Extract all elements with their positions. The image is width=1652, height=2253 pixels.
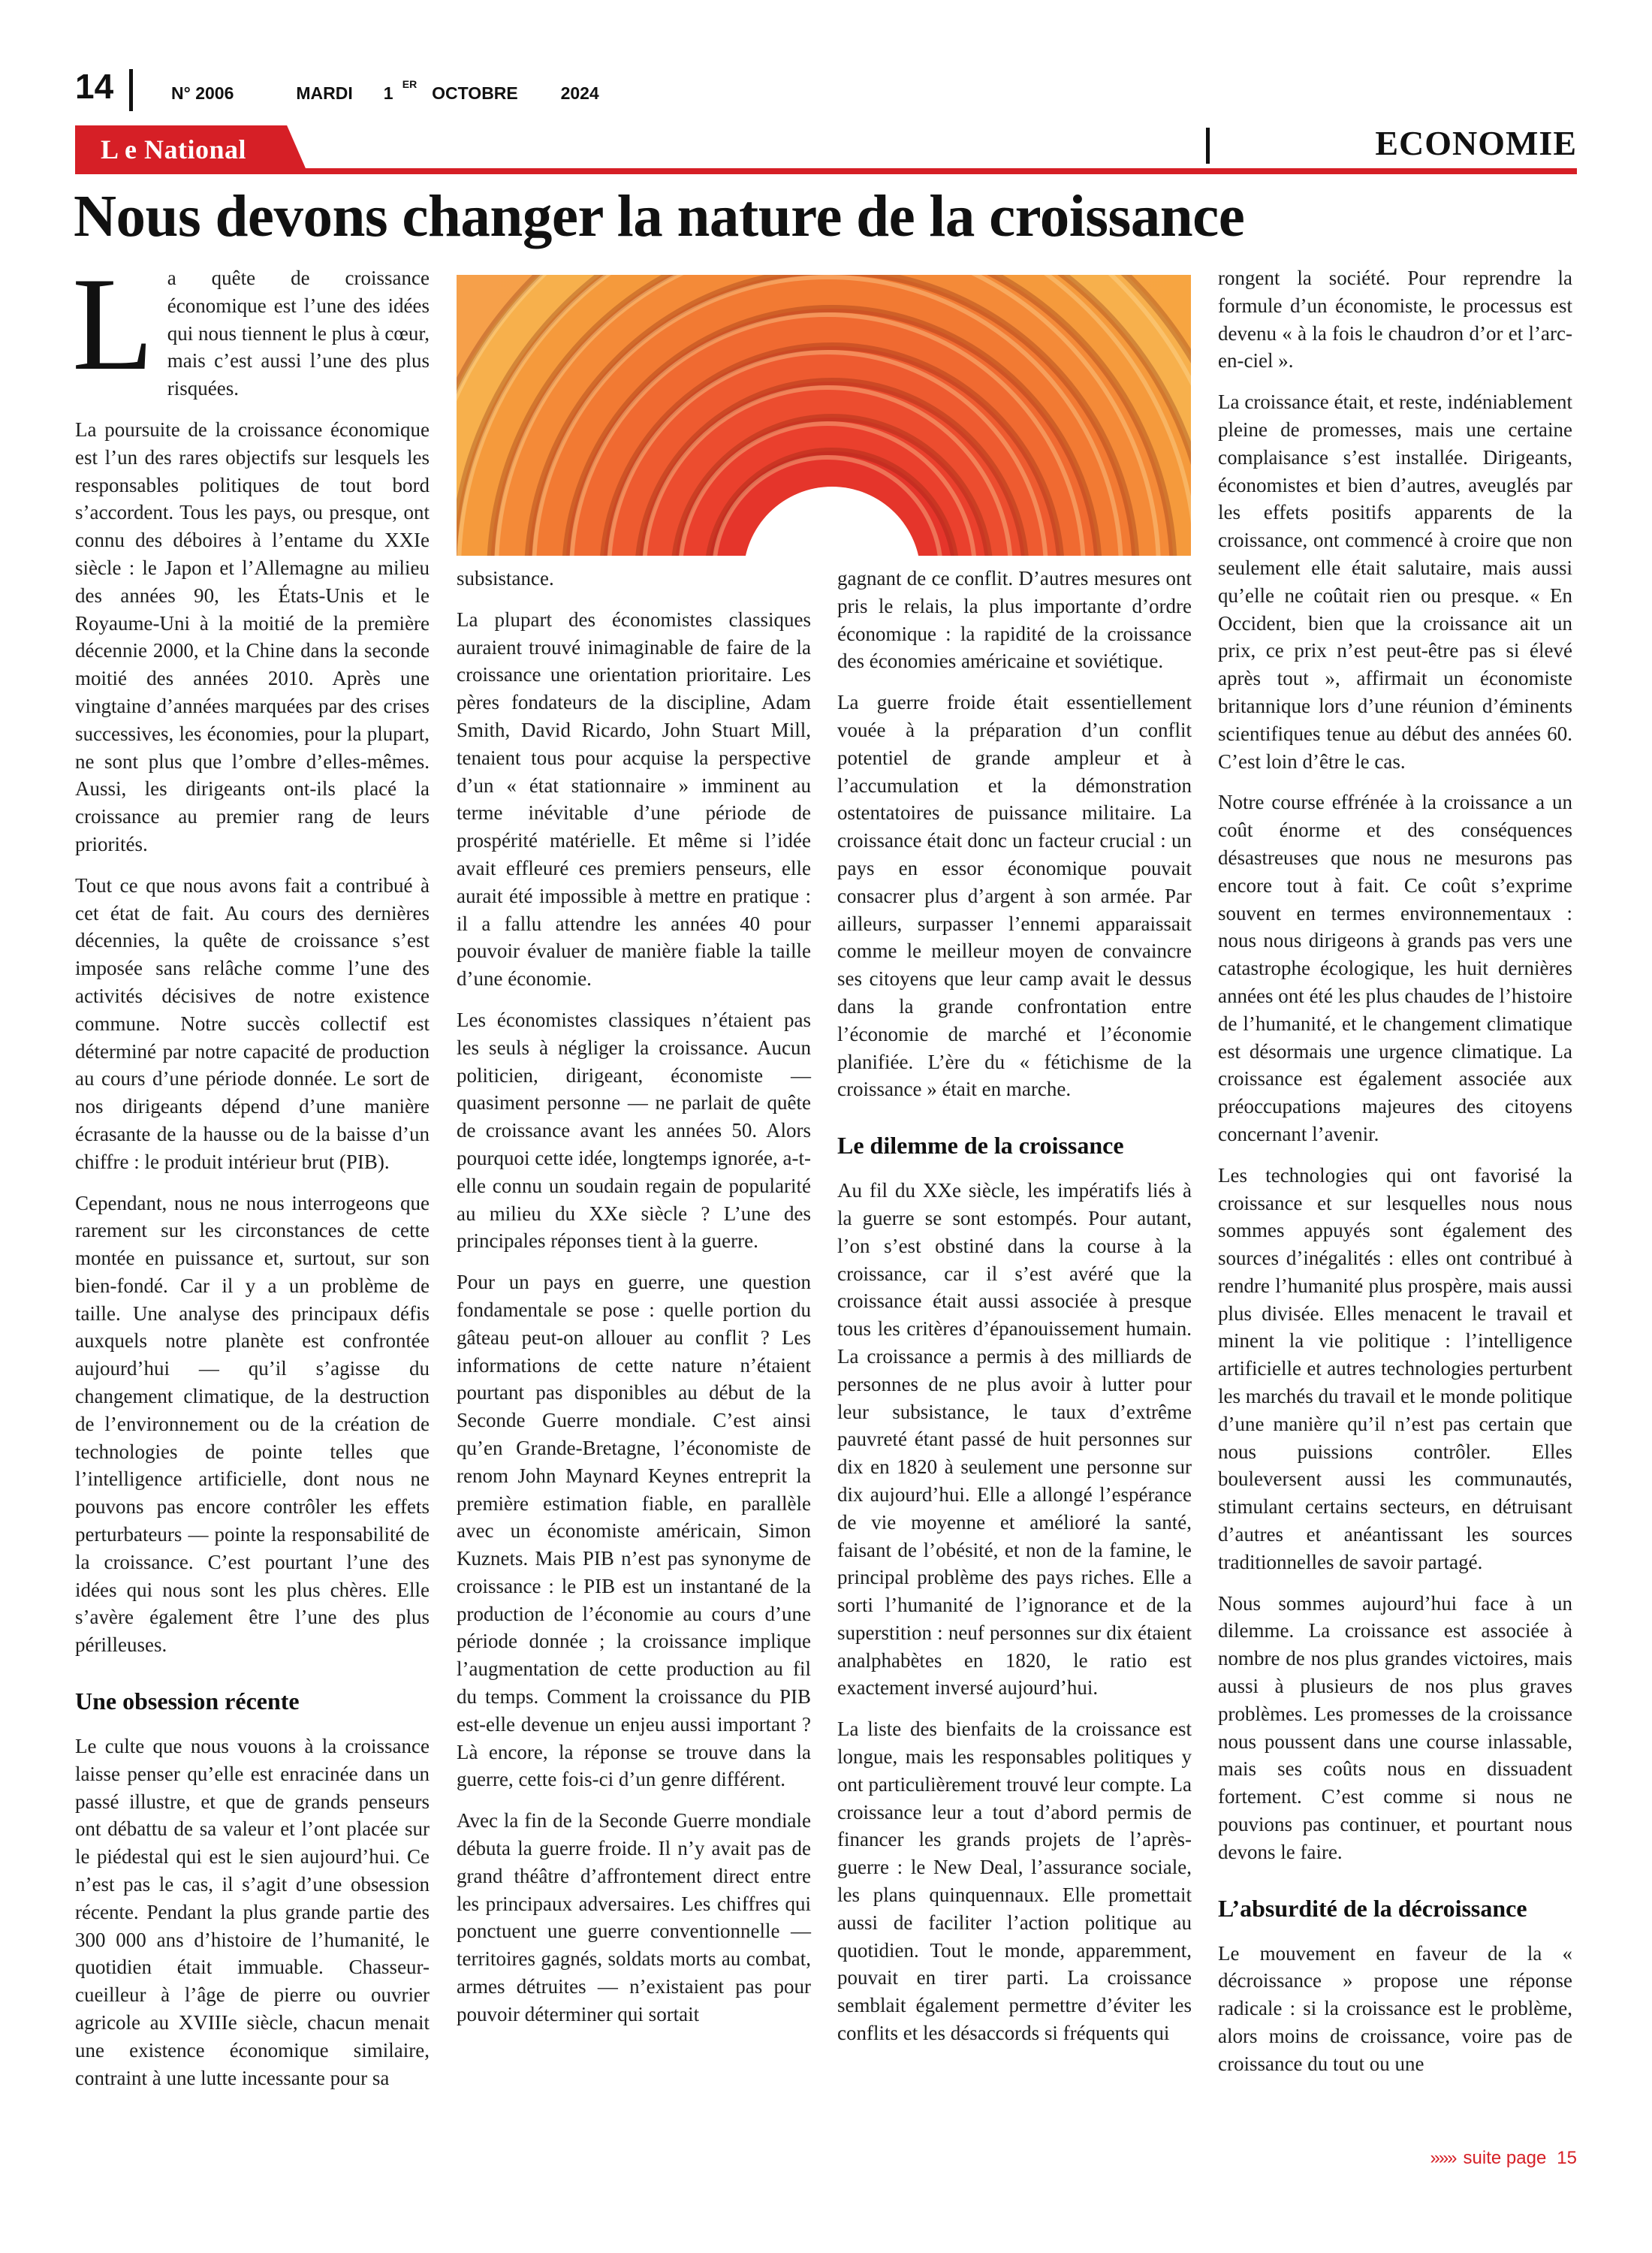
article-column-4 (1218, 264, 1572, 2157)
article-column-1 (72, 249, 430, 2157)
paragraph: Au fil du XXe siècle, les impératifs liés à la guerre se sont estompés. Pour autant, l’on s’est obstiné dans la course à la croissance, car il s’est avéré que la croissance était aussi associée à presque tous les critères d’épanouissement humain. La croissance a permis à des milliards de personnes de ne plus avoir à lutter pour leur subsistance, le taux d’extrême pauvreté étant passé de huit personnes sur dix en 1820 à seulement une personne sur dix aujourd’hui. Elle a allongé l’espérance de vie moyenne et amélioré la santé, faisant de l’obésité, et non de la famine, le principal problème des pays riches. Elle a sorti l’humanité de l’ignorance et de la superstition : neuf personnes sur dix étaient analphabètes en 1820, le ratio est exactement inversé aujourd’hui. (837, 1179, 1192, 1700)
paragraph: La liste des bienfaits de la croissance est longue, mais les responsables politiques y ont particulièrement trouvé leur compte. La croissance leur a tout d’abord permis de financer les grands projets de l’après-guerre : le New Deal, l’assurance sociale, les plans quinquennaux. Elle promettait aussi de faciliter l’action politique au quotidien. Tout le monde, apparemment, pouvait en tirer parti. La croissance semblait également permettre d’éviter les conflits et les désaccords si fréquents qui (837, 1718, 1192, 2045)
article-headline: Nous devons changer la nature de la croissance (74, 184, 1245, 249)
continued-page-number: 15 (1557, 2148, 1577, 2168)
continued-on-page[interactable] (1430, 2148, 1577, 2169)
paragraph: Tout ce que nous avons fait a contribué à cet état de fait. Au cours des dernières décennies, la quête de croissance s’est imposée sans relâche comme l’une des activités décisives de notre existence commune. Notre succès collectif est déterminé par notre capacité de production au cours d’une période donnée. Le sort de nos dirigeants dépend d’une manière écrasante de la hausse ou de la baisse d’un chiffre : le produit intérieur brut (PIB). (75, 873, 430, 1173)
paragraph: Cependant, nous ne nous interrogeons que rarement sur les circonstances de cette montée en puissance et, surtout, sur son bien-fondé. Car il y a un problème de taille. Une analyse des principaux défis auxquels notre planète est confrontée aujourd’hui — qu’il s’agisse du changement climatique, de la destruction de l’environnement ou de la création de technologies de pointe telles que l’intelligence artificielle, dont nous ne pouvons pas encore contrôler les effets perturbateurs — pointe la responsabilité de la croissance. C’est pourtant l’une des idées qui nous sont les plus chères. Elle s’avère également être l’une des plus périlleuses. (75, 1191, 430, 1657)
issue-date-day: 1 (383, 83, 393, 103)
paragraph: Pour un pays en guerre, une question fondamentale se pose : quelle portion du gâteau peut-on allouer au conflit ? Les informations de cette nature n’étaient pourtant pas disponibles au début de la Seconde Guerre mondiale. C’est ainsi qu’en Grande-Bretagne, l’économiste de renom John Maynard Keynes entreprit la première estimation fiable, en parallèle avec un économiste américain, Simon Kuznets. Mais PIB n’est pas synonyme de croissance : le PIB est un instantané de la production de l’économie au cours d’une période donnée ; la croissance implique l’augmentation de cette production au fil du temps. Comment la croissance du PIB est-elle devenue un enjeu aussi important ? Là encore, la réponse se trouve dans la guerre, cette fois-ci d’un genre différent. (457, 1271, 811, 1791)
paragraph: Le culte que nous vouons à la croissance laisse penser qu’elle est enracinée dans un passé illustre, et que de grands penseurs ont débattu de sa valeur et l’ont placée sur le piédestal qui est le sien aujourd’hui. Ce n’est pas le cas, il s’agit d’une obsession récente. Pendant la plus grande partie des 300 000 ans d’histoire de l’humanité, le quotidien était immuable. Chasseur-cueilleur à l’âge de pierre ou ouvrier agricole au XVIIIe siècle, chacun menait une existence économique similaire, contraint à une lutte incessante pour sa (75, 1735, 430, 2089)
section-title: ECONOMIE (1375, 124, 1577, 162)
paragraph: La poursuite de la croissance économique est l’un des rares objectifs sur lesquels les responsables politiques de tout bord s’accordent. Tous les pays, ou presque, ont connu des déboires à l’entame du XXIe siècle : le Japon et l’Allemagne au milieu des années 90, les États-Unis et le Royaume-Uni à la moitié de la première décennie 2000, et la Chine dans la seconde moitié des années 2010. Après une vingtaine d’années marquées par des crises successives, les économies, pour la plupart, ne sont plus que l’ombre d’elles-mêmes. Aussi, les dirigeants ont-ils placé la croissance au premier rang de leurs priorités. (75, 418, 430, 855)
paragraph: Notre course effrénée à la croissance a un coût énorme et des conséquences désastreuses que nous ne mesurons pas encore tout à fait. Ce coût s’exprime souvent en termes environnementaux : nous nous dirigeons à grands pas vers une catastrophe écologique, les huit dernières années ont été les plus chaudes de l’histoire de l’humanité, et le changement climatique est désormais une urgence climatique. La croissance est également associée aux préoccupations majeures des citoyens concernant l’avenir. (1218, 791, 1572, 1145)
paragraph: Les économistes classiques n’étaient pas les seuls à négliger la croissance. Aucun politicien, dirigeant, économiste — quasiment personne — ne parlait de quête de croissance avant les années 50. Alors pourquoi cette idée, longtemps ignorée, a-t-elle connu un soudain regain de popularité au milieu du XXe siècle ? L’une des principales réponses tient à la guerre. (457, 1008, 811, 1253)
page-number-divider (129, 69, 133, 111)
issue-date (383, 78, 427, 103)
article-column-3 (837, 565, 1192, 2157)
paragraph: gagnant de ce conflit. D’autres mesures ont pris le relais, la plus importante d’ordre économique : la rapidité de la croissance des économies américaine et soviétique. (837, 567, 1192, 673)
subheading: Le dilemme de la croissance (837, 1132, 1124, 1160)
paragraph: La croissance était, et reste, indéniablement pleine de promesses, mais une certaine complaisance s’est installée. Dirigeants, économistes et bien d’autres, aveuglés par les effets positifs apparents de la croissance, ont commencé à croire que non seulement elle était salutaire, mais aussi qu’elle ne coûtait rien ou presque. « En Occident, bien que la croissance ait un prix, ce prix n’est peut-être pas si élevé après tout », affirmait un économiste britannique lors d’une réunion d’éminents scientifiques tenue au début des années 60. C’est loin d’être le cas. (1218, 391, 1572, 773)
header-rule (75, 168, 1577, 174)
subheading: L’absurdité de la décroissance (1218, 1894, 1527, 1922)
paragraph: Avec la fin de la Seconde Guerre mondiale débuta la guerre froide. Il n’y avait pas de grand théâtre d’affrontement direct entre les principaux adversaires. Les chiffres qui ponctuent une guerre conventionnelle — territoires gagnés, soldats morts au combat, armes détruites — n’existaient pas pour pouvoir déterminer qui sortait (457, 1809, 811, 2025)
hero-image (457, 275, 1191, 556)
paragraph: Les technologies qui ont favorisé la croissance et sur lesquelles nous nous sommes appuyés sont également des sources d’inégalités : elles ont contribué à rendre l’humanité plus prospère, mais aussi plus divisée. Elles menacent le travail et minent la vie politique : l’intelligence artificielle et autres technologies perturbent les marchés du travail et le monde politique d’une manière qu’il n’est pas certain que nous puissions contrôler. Elles bouleversent aussi les communautés, stimulant certains secteurs, en détruisant d’autres et anéantissant les sources traditionnelles de savoir partagé. (1218, 1163, 1572, 1573)
issue-date-sup: ER (402, 78, 418, 90)
paragraph: La guerre froide était essentiellement vouée à la préparation d’un conflit potentiel de grande ampleur et à l’accumulation et la démonstration ostentatoires de puissance militaire. La croissance était donc un facteur crucial : un pays en essor économique pouvait consacrer plus d’argent à son armée. Par ailleurs, surpasser l’ennemi apparaissait comme le meilleur moyen de convaincre ses citoyens que leur camp avait le dessus dans la grande confrontation entre l’économie de marché et l’économie planifiée. L’ère du « fétichisme de la croissance » était en marche. (837, 691, 1192, 1101)
issue-year: 2024 (560, 83, 599, 103)
section-divider (1206, 128, 1210, 164)
concentric-arcs-illustration (457, 275, 1191, 556)
continue-arrows-icon: »»» (1430, 2148, 1456, 2168)
issue-line (171, 78, 599, 103)
continued-label: suite page (1463, 2148, 1547, 2168)
brand-name: L e National (101, 134, 247, 164)
paragraph: Nous sommes aujourd’hui face à un dilemme. La croissance est associée à nombre de nos plus grandes victoires, mais aussi à plusieurs de nos plus graves problèmes. Les promesses de la croissance nous poussent dans une course inlassable, mais ses coûts nous en dissuadent fortement. C’est comme si nous ne pouvions pas continuer, et pourtant nous devons le faire. (1218, 1591, 1572, 1863)
issue-number: N° 2006 (171, 83, 234, 103)
paragraph: rongent la société. Pour reprendre la formule d’un économiste, le processus est devenu « à la fois le chaudron d’or et l’arc-en-ciel ». (1218, 267, 1572, 372)
paragraph: Le mouvement en faveur de la « décroissance » propose une réponse radicale : si la croissance est le problème, alors moins de croissance, voire pas de croissance du tout ou une (1218, 1941, 1572, 2075)
subheading: Une obsession récente (75, 1687, 300, 1715)
page-number: 14 (75, 67, 114, 106)
paragraph: subsistance. (457, 567, 554, 590)
paragraph: a quête de croissance économique est l’une des idées qui nous tiennent le plus à cœur, mais c’est aussi l’une des plus risquées. (167, 267, 430, 400)
paragraph: La plupart des économistes classiques auraient trouvé inimaginable de faire de la croissance une orientation prioritaire. Les pères fondateurs de la discipline, Adam Smith, David Ricardo, John Stuart Mill, tenaient tous pour acquise la perspective d’un « état stationnaire » imminent au terme inévitable d’une période de prospérité matérielle. Et même si l’idée avait effleuré ces premiers penseurs, elle aurait été impossible à mettre en pratique : il a fallu attendre les années 40 pour pouvoir évaluer de manière fiable la taille d’une économie. (457, 608, 811, 991)
issue-day: MARDI (296, 83, 353, 103)
drop-cap: L (72, 249, 154, 398)
issue-month: OCTOBRE (432, 83, 518, 103)
article-column-2 (457, 565, 811, 2157)
